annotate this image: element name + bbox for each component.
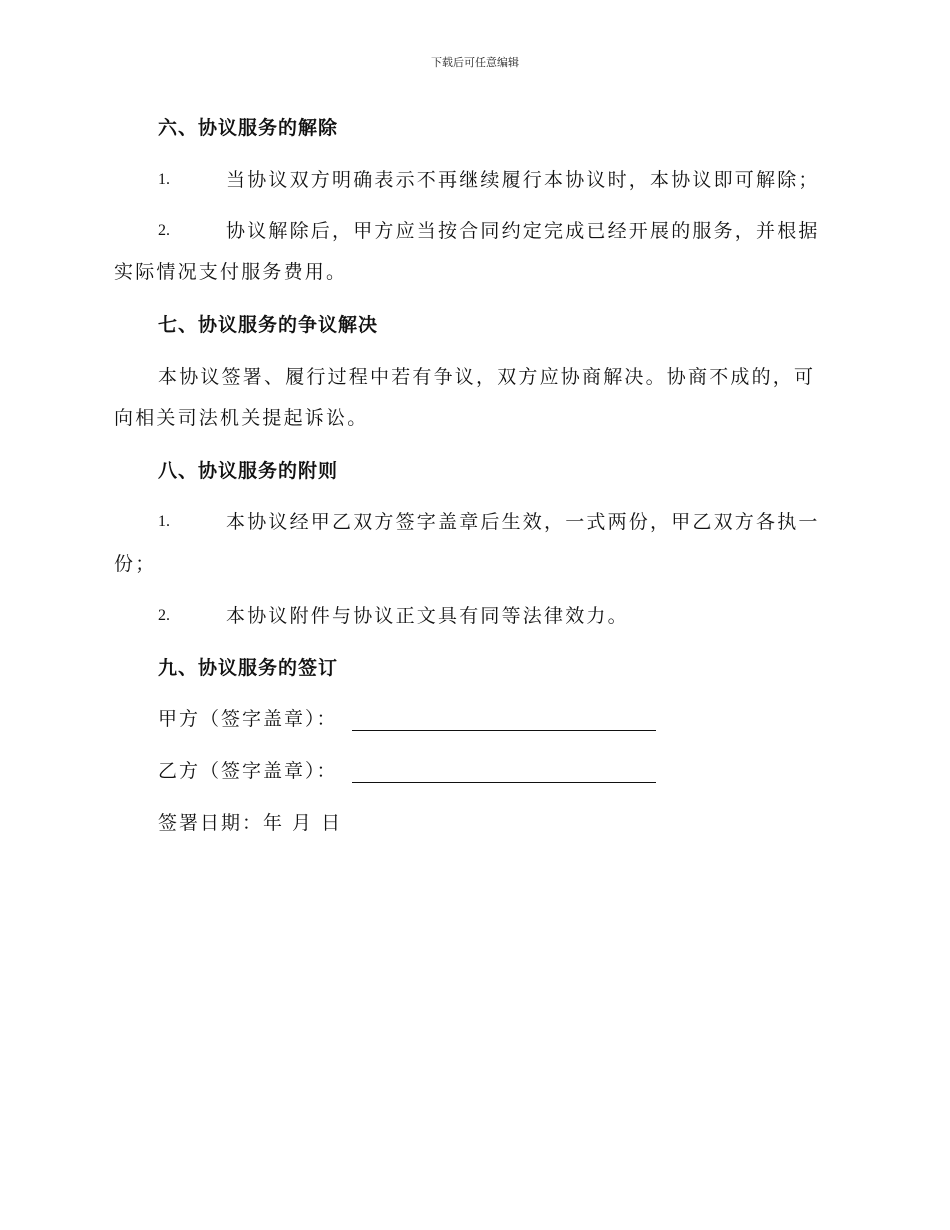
section-7-heading: 七、协议服务的争议解决 — [158, 314, 379, 336]
party-b-signature-line — [352, 782, 656, 783]
party-a-label: 甲方（签字盖章）： — [158, 708, 338, 730]
section-6-heading: 六、协议服务的解除 — [158, 117, 339, 139]
page-header: 下载后可任意编辑 — [431, 56, 519, 69]
section-7-paragraph-line-1: 本协议签署、履行过程中若有争议，双方应协商解决。协商不成的，可 — [158, 366, 816, 388]
section-6-item-2-continuation: 实际情况支付服务费用。 — [114, 261, 348, 283]
item-number: 2. — [158, 607, 170, 624]
party-a-signature-line — [352, 730, 656, 731]
party-b-label: 乙方（签字盖章）： — [158, 760, 338, 782]
item-text: 本协议经甲乙双方签字盖章后生效，一式两份，甲乙双方各执一 — [226, 511, 820, 533]
item-text: 本协议附件与协议正文具有同等法律效力。 — [226, 605, 629, 627]
section-7-paragraph-line-2: 向相关司法机关提起诉讼。 — [114, 407, 369, 429]
item-number: 1. — [158, 513, 170, 530]
item-number: 2. — [158, 222, 170, 239]
section-8-item-1-continuation: 份； — [114, 553, 157, 575]
signing-date: 签署日期：年 月 日 — [158, 812, 343, 834]
section-9-heading: 九、协议服务的签订 — [158, 657, 339, 679]
section-8-heading: 八、协议服务的附则 — [158, 460, 339, 482]
item-number: 1. — [158, 171, 170, 188]
item-text: 协议解除后，甲方应当按合同约定完成已经开展的服务，并根据 — [226, 220, 820, 242]
item-text: 当协议双方明确表示不再继续履行本协议时，本协议即可解除； — [226, 169, 820, 191]
